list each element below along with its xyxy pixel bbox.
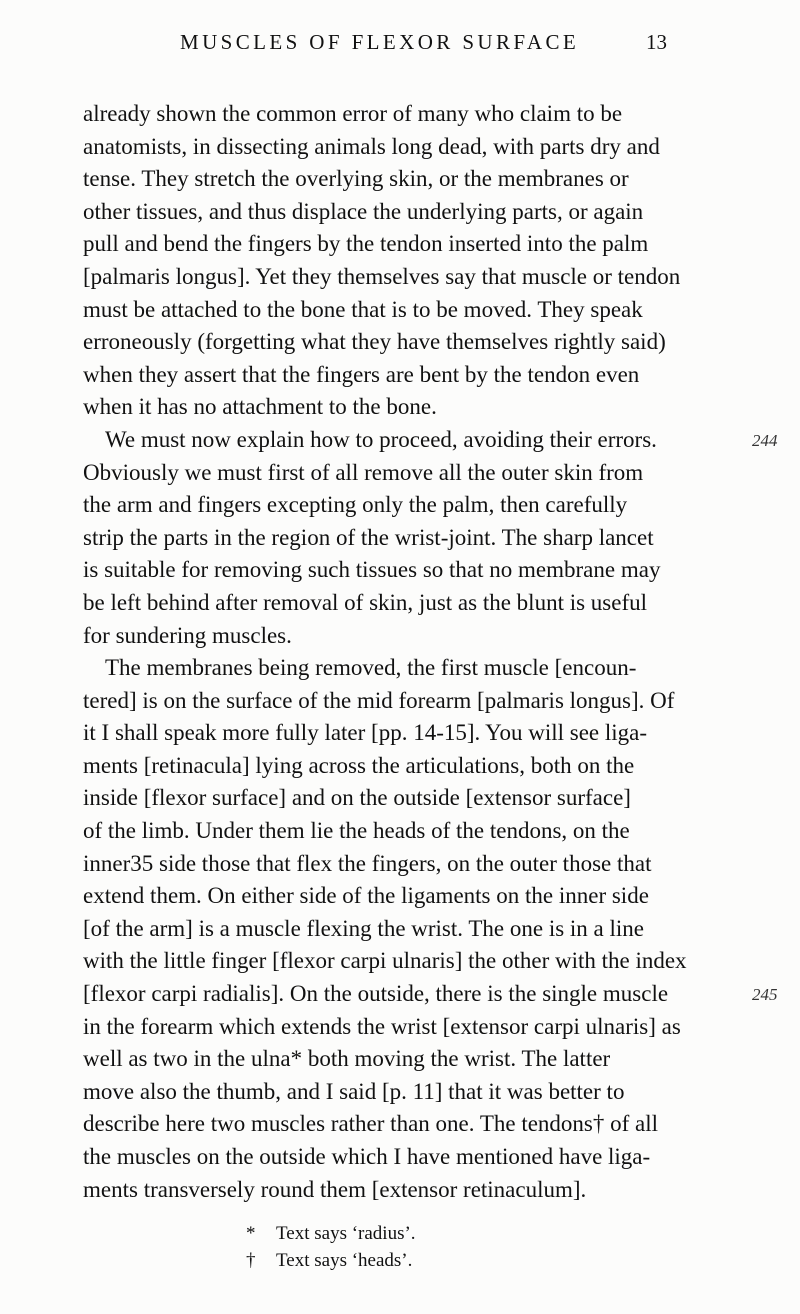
text-line: in the forearm which extends the wrist [extensor carpi ulnaris] as [83, 1013, 681, 1039]
text-line: [palmaris longus]. Yet they themselves say that muscle or tendon [83, 263, 681, 289]
text-line: erroneously (forgetting what they have themselves rightly said) [83, 329, 666, 355]
page-number: 13 [646, 30, 667, 54]
footnote [0, 1247, 800, 1274]
text-line: it I shall speak more fully later [pp. 14-15]. You will see liga- [83, 720, 648, 746]
text-line: Obviously we must first of all remove all the outer skin from [83, 459, 644, 485]
text-line: [of the arm] is a muscle flexing the wrist. The one is in a line [83, 915, 645, 941]
text-line: describe here two muscles rather than one. The tendons† of all [83, 1111, 659, 1137]
margin-number: 245 [752, 985, 778, 1005]
text-line: of the limb. Under them lie the heads of the tendons, on the [83, 818, 630, 844]
text-line: The membranes being removed, the first muscle [encoun- [105, 655, 637, 681]
text-line: with the little finger [flexor carpi ulnaris] the other with the index [83, 948, 687, 974]
text-line: already shown the common error of many who claim to be [83, 101, 623, 126]
text-line: must be attached to the bone that is to be moved. They speak [83, 296, 643, 322]
footnote-mark: † [246, 1250, 256, 1271]
text-line: well as two in the ulna* both moving the wrist. The latter [83, 1046, 611, 1072]
margin-number: 244 [752, 431, 778, 450]
text-line: inside [flexor surface] and on the outside [extensor surface] [83, 785, 631, 811]
text-line: when it has no attachment to the bone. [83, 394, 437, 420]
text-line: strip the parts in the region of the wrist-joint. The sharp lancet [83, 524, 654, 550]
running-head-title: MUSCLES OF FLEXOR SURFACE [180, 30, 580, 54]
running-head [0, 22, 800, 62]
footnote-text: Text says ‘radius’. [276, 1223, 416, 1244]
footnote-mark: * [246, 1223, 256, 1244]
text-line: other tissues, and thus displace the underlying parts, or again [83, 198, 644, 224]
body-text [83, 98, 715, 1206]
text-line: ments transversely round them [extensor retinaculum]. [83, 1176, 587, 1202]
text-line: ments [retinacula] lying across the articulations, both on the [83, 752, 635, 778]
text-line: for sundering muscles. [83, 622, 292, 648]
text-line: is suitable for removing such tissues so that no membrane may [83, 557, 661, 583]
text-line: tered] is on the surface of the mid forearm [palmaris longus]. Of [83, 687, 675, 713]
text-line: anatomists, in dissecting animals long dead, with parts dry and [83, 133, 660, 159]
text-line: when they assert that the fingers are bent by the tendon even [83, 361, 640, 387]
footnotes [0, 1220, 800, 1274]
text-line: We must now explain how to proceed, avoiding their errors. [105, 426, 657, 452]
text-line: the arm and fingers excepting only the palm, then carefully [83, 492, 628, 518]
text-line: the muscles on the outside which I have mentioned have liga- [83, 1144, 651, 1169]
footnote [0, 1220, 800, 1247]
text-line: [flexor carpi radialis]. On the outside, there is the single muscle [83, 981, 669, 1007]
text-line: pull and bend the fingers by the tendon inserted into the palm [83, 231, 649, 257]
text-line: be left behind after removal of skin, just as the blunt is useful [83, 589, 648, 615]
text-line: inner35 side those that flex the fingers, on the outer those that [83, 850, 652, 876]
text-line: extend them. On either side of the ligaments on the inner side [83, 883, 649, 909]
text-line: tense. They stretch the overlying skin, or the membranes or [83, 166, 629, 192]
text-line: move also the thumb, and I said [p. 11] that it was better to [83, 1078, 625, 1104]
footnote-text: Text says ‘heads’. [276, 1250, 413, 1271]
